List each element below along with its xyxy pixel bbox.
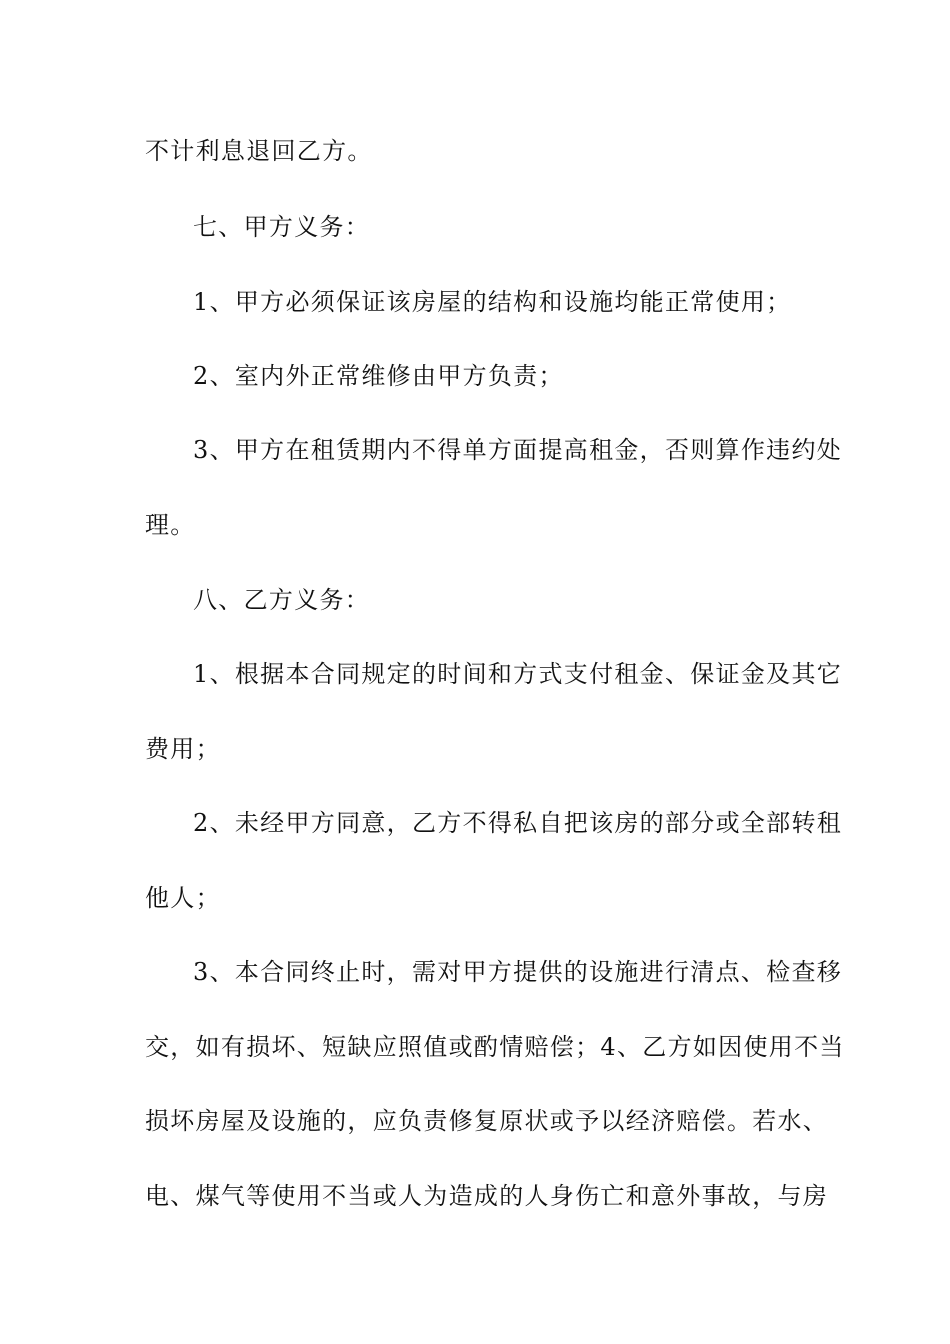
text-line-3: 1、甲方必须保证该房屋的结构和设施均能正常使用； <box>193 288 792 316</box>
section-heading-8: 八、乙方义务： <box>193 586 371 614</box>
text-line-11: 他人； <box>145 884 221 912</box>
text-line-13: 交，如有损坏、短缺应照值或酌情赔偿；4、乙方如因使用不当 <box>145 1033 845 1061</box>
text-line-4: 2、室内外正常维修由甲方负责； <box>193 362 564 390</box>
section-heading-7: 七、甲方义务： <box>193 213 371 241</box>
text-line-9: 费用； <box>145 735 221 763</box>
text-line-10: 2、未经甲方同意，乙方不得私自把该房的部分或全部转租 <box>193 809 843 837</box>
text-line-6: 理。 <box>145 511 196 539</box>
text-line-15: 电、煤气等使用不当或人为造成的人身伤亡和意外事故，与房 <box>145 1182 829 1210</box>
text-line-12: 3、本合同终止时，需对甲方提供的设施进行清点、检查移 <box>193 958 843 986</box>
text-line-1: 不计利息退回乙方。 <box>145 137 373 165</box>
text-line-8: 1、根据本合同规定的时间和方式支付租金、保证金及其它 <box>193 660 843 688</box>
text-line-5: 3、甲方在租赁期内不得单方面提高租金，否则算作违约处 <box>193 436 843 464</box>
text-line-14: 损坏房屋及设施的，应负责修复原状或予以经济赔偿。若水、 <box>145 1107 829 1135</box>
